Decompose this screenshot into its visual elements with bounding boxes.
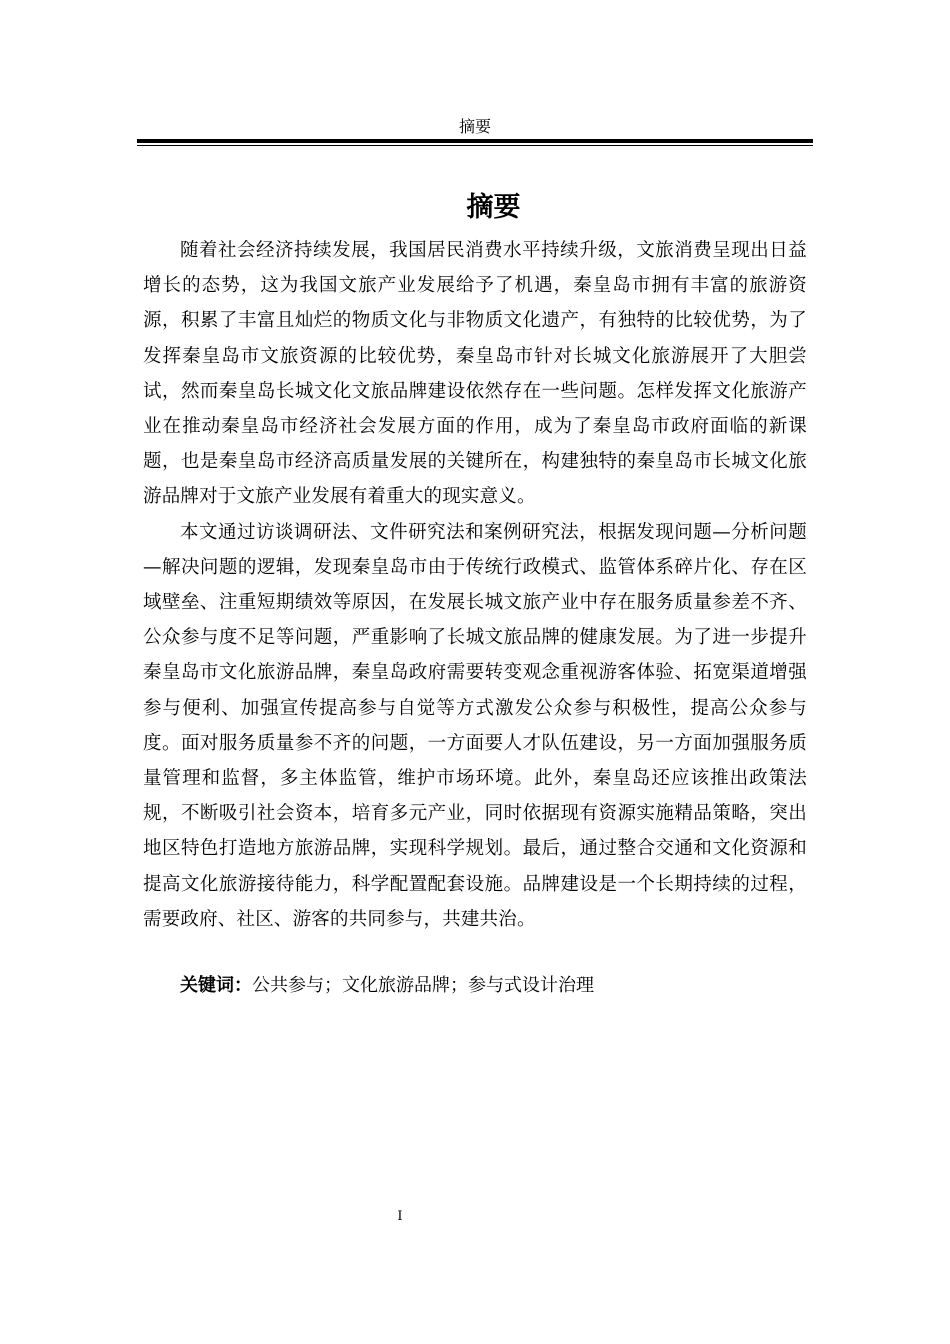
abstract-body: [143, 233, 807, 937]
keywords-line: [180, 970, 594, 1002]
running-header: 摘要: [458, 117, 491, 136]
abstract-paragraph-1: 随着社会经济持续发展，我国居民消费水平持续升级，文旅消费呈现出日益增长的态势，这为我国文旅产业发展给予了机遇，秦皇岛市拥有丰富的旅游资源，积累了丰富且灿烂的物质文化与非物质文化遗产，有独特的比较优势，为了发挥秦皇岛市文旅资源的比较优势，秦皇岛市针对长城文化旅游展开了大胆尝试，然而秦皇岛长城文化文旅品牌建设依然存在一些问题。怎样发挥文化旅游产业在推动秦皇岛市经济社会发展方面的作用，成为了秦皇岛市政府面临的新课题，也是秦皇岛市经济高质量发展的关键所在，构建独特的秦皇岛市长城文化旅游品牌对于文旅产业发展有着重大的现实意义。: [143, 240, 807, 508]
keywords-label: 关键词：: [180, 975, 252, 996]
header-rule-thin: [137, 145, 813, 146]
page-number: I: [397, 1209, 403, 1224]
abstract-paragraph-2: 本文通过访谈调研法、文件研究法和案例研究法，根据发现问题—分析问题—解决问题的逻辑，发现秦皇岛市由于传统行政模式、监管体系碎片化、存在区域壁垒、注重短期绩效等原因，在发展长城文旅产业中存在服务质量参差不齐、公众参与度不足等问题，严重影响了长城文旅品牌的健康发展。为了进一步提升秦皇岛市文化旅游品牌，秦皇岛政府需要转变观念重视游客体验、拓宽渠道增强参与便利、加强宣传提高参与自觉等方式激发公众参与积极性，提高公众参与度。面对服务质量参不齐的问题，一方面要人才队伍建设，另一方面加强服务质量管理和监督，多主体监管，维护市场环境。此外，秦皇岛还应该推出政策法规，不断吸引社会资本，培育多元产业，同时依据现有资源实施精品策略，突出地区特色打造地方旅游品牌，实现科学规划。最后，通过整合交通和文化资源和提高文化旅游接待能力，科学配置配套设施。品牌建设是一个长期持续的过程，需要政府、社区、游客的共同参与，共建共治。: [143, 521, 807, 930]
keywords-value: 公共参与；文化旅游品牌；参与式设计治理: [252, 975, 594, 996]
header-rule-thick: [137, 139, 813, 143]
page-title: 摘要: [466, 192, 521, 223]
